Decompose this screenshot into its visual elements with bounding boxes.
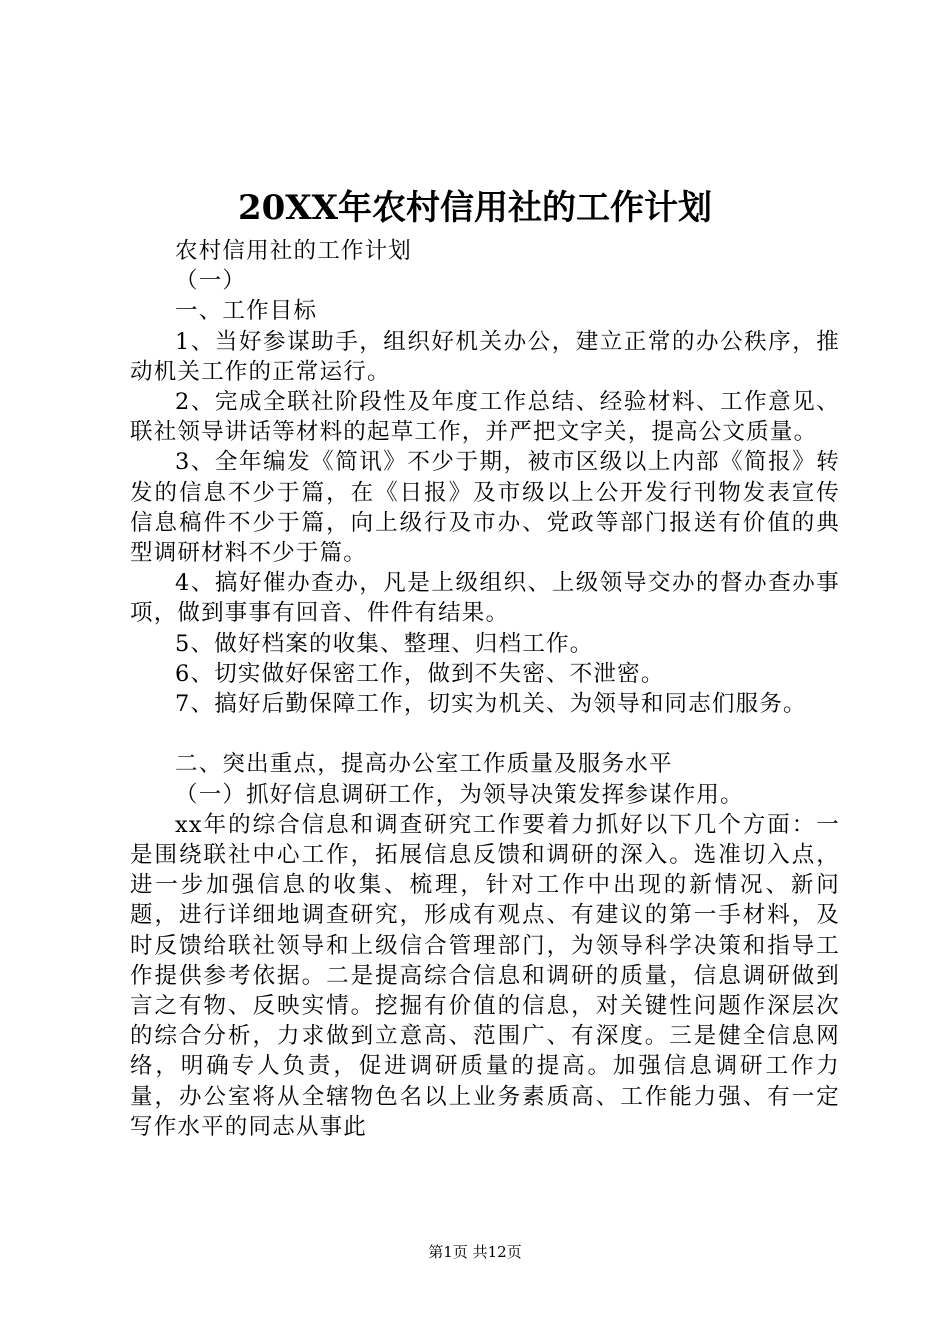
- body-paragraph: 5、做好档案的收集、整理、归档工作。: [175, 630, 594, 657]
- body-paragraph: 农村信用社的工作计划: [175, 238, 413, 264]
- body-paragraph: 7、搞好后勤保障工作，切实为机关、为领导和同志们服务。: [175, 691, 807, 718]
- body-paragraph: 3、全年编发《简讯》不少于期，被市区级以上内部《简报》转发的信息不少于篇，在《日报》及市级以上公开发行刊物发表宣传信息稿件不少于篇，向上级行及市办、党政等部门报送有价值的典型调研材料不少于篇。: [130, 449, 840, 567]
- document-body: [130, 236, 840, 1142]
- body-paragraph: 4、搞好催办查办，凡是上级组织、上级领导交办的督办查办事项，做到事事有回音、件件有结果。: [130, 570, 840, 627]
- body-paragraph: 2、完成全联社阶段性及年度工作总结、经验材料、工作意见、联社领导讲话等材料的起草工作，并严把文字关，提高公文质量。: [130, 389, 840, 446]
- body-paragraph: 6、切实做好保密工作，做到不失密、不泄密。: [175, 660, 665, 687]
- subsection-heading: （一）抓好信息调研工作，为领导决策发挥参谋作用。: [175, 781, 744, 808]
- body-paragraph: xx年的综合信息和调查研究工作要着力抓好以下几个方面：一是围绕联社中心工作，拓展信息反馈和调研的深入。选准切入点，进一步加强信息的收集、梳理，针对工作中出现的新情况、新问题，进行详细地调查研究，形成有观点、有建议的第一手材料，及时反馈给联社领导和上级信合管理部门，为领导科学决策和指导工作提供参考依据。二是提高综合信息和调研的质量，信息调研做到言之有物、反映实情。挖掘有价值的信息，对关键性问题作深层次的综合分析，力求做到立意高、范围广、有深度。三是健全信息网络，明确专人负责，促进调研质量的提高。加强信息调研工作力量，办公室将从全辖物色名以上业务素质高、工作能力强、有一定写作水平的同志从事此: [130, 811, 840, 1140]
- blank-line: [130, 719, 840, 749]
- body-paragraph: 1、当好参谋助手，组织好机关办公，建立正常的办公秩序，推动机关工作的正常运行。: [130, 328, 840, 385]
- document-title: 20XX年农村信用社的工作计划: [237, 188, 713, 228]
- page-number-footer: 第1页 共12页: [428, 1243, 522, 1261]
- body-paragraph: （一）: [175, 268, 247, 295]
- section-heading: 一、工作目标: [175, 298, 318, 325]
- section-heading: 二、突出重点，提高办公室工作质量及服务水平: [175, 751, 673, 778]
